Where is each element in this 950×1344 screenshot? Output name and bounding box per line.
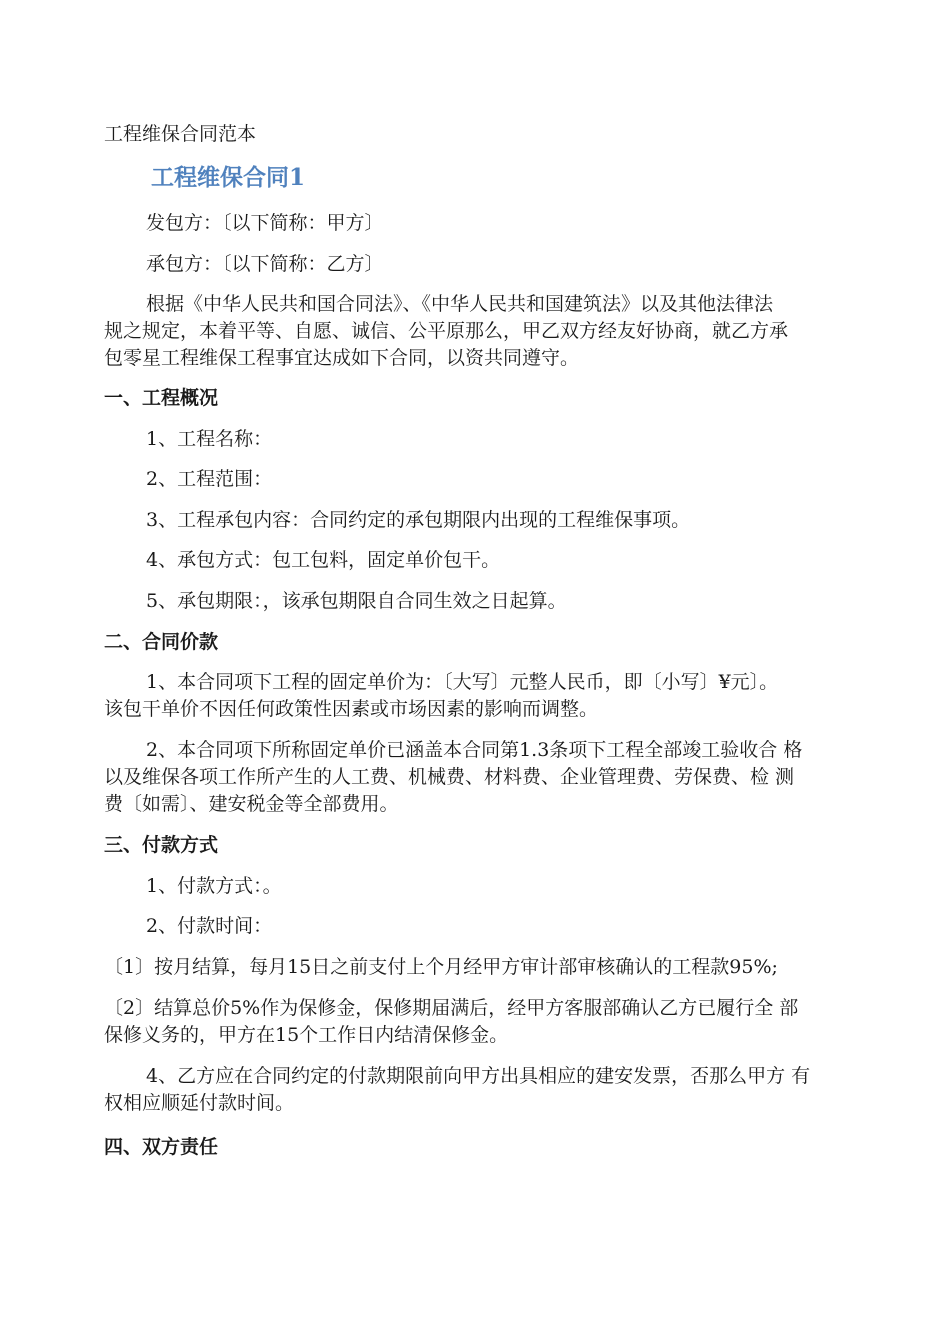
price-clause-2-line-3: 费〔如需〕、建安税金等全部费用。 [104, 793, 399, 815]
document-label: 工程维保合同范本 [104, 123, 257, 145]
price-clause-1-line-2: 该包干单价不因任何政策性因素或市场因素的影响而调整。 [104, 698, 599, 720]
section-4-heading: 四、双方责任 [104, 1136, 219, 1158]
payment-sub-item-2-line-2: 保修义务的，甲方在15个工作日内结清保修金。 [104, 1024, 509, 1046]
payment-sub-item-1: 〔1〕按月结算，每月15日之前支付上个月经甲方审计部审核确认的工程款95%; [104, 956, 778, 978]
section-1-heading: 一、工程概况 [104, 387, 219, 409]
preamble-line-2: 规之规定，本着平等、自愿、诚信、公平原那么，甲乙双方经友好协商，就乙方承 [104, 320, 789, 342]
contract-title: 工程维保合同1 [151, 164, 306, 191]
payment-clause-4-line-2: 权相应顺延付款时间。 [104, 1092, 295, 1114]
payment-sub-item-2-line-1: 〔2〕结算总价5%作为保修金，保修期届满后，经甲方客服部确认乙方已履行全 部 [104, 997, 799, 1019]
price-clause-2-line-2: 以及维保各项工作所产生的人工费、机械费、材料费、企业管理费、劳保费、检 测 [104, 766, 795, 788]
section-2-heading: 二、合同价款 [104, 631, 219, 653]
preamble-line-3: 包零星工程维保工程事宜达成如下合同，以资共同遵守。 [104, 347, 580, 369]
section-1-item-4: 4、承包方式：包工包料，固定单价包干。 [146, 549, 501, 571]
contractor-party-line: 承包方：〔以下简称：乙方〕 [146, 253, 384, 275]
section-1-item-2: 2、工程范围： [146, 468, 273, 490]
price-clause-2-line-1: 2、本合同项下所称固定单价已涵盖本合同第1.3条项下工程全部竣工验收合 格 [146, 739, 803, 761]
payment-item-2: 2、付款时间： [146, 915, 273, 937]
section-1-item-3: 3、工程承包内容：合同约定的承包期限内出现的工程维保事项。 [146, 509, 691, 531]
payment-clause-4-line-1: 4、乙方应在合同约定的付款期限前向甲方出具相应的建安发票，否那么甲方 有 [146, 1065, 811, 1087]
preamble-line-1: 根据《中华人民共和国合同法》、《中华人民共和国建筑法》以及其他法律法 [146, 293, 774, 315]
section-1-item-5: 5、承包期限：，该承包期限自合同生效之日起算。 [146, 590, 567, 612]
section-3-heading: 三、付款方式 [104, 834, 219, 856]
section-1-item-1: 1、工程名称： [146, 428, 273, 450]
employer-party-line: 发包方：〔以下简称：甲方〕 [146, 212, 384, 234]
payment-item-1: 1、付款方式：。 [146, 875, 282, 897]
price-clause-1-line-1: 1、本合同项下工程的固定单价为：〔大写〕元整人民币，即〔小写〕¥元〕。 [146, 671, 779, 693]
